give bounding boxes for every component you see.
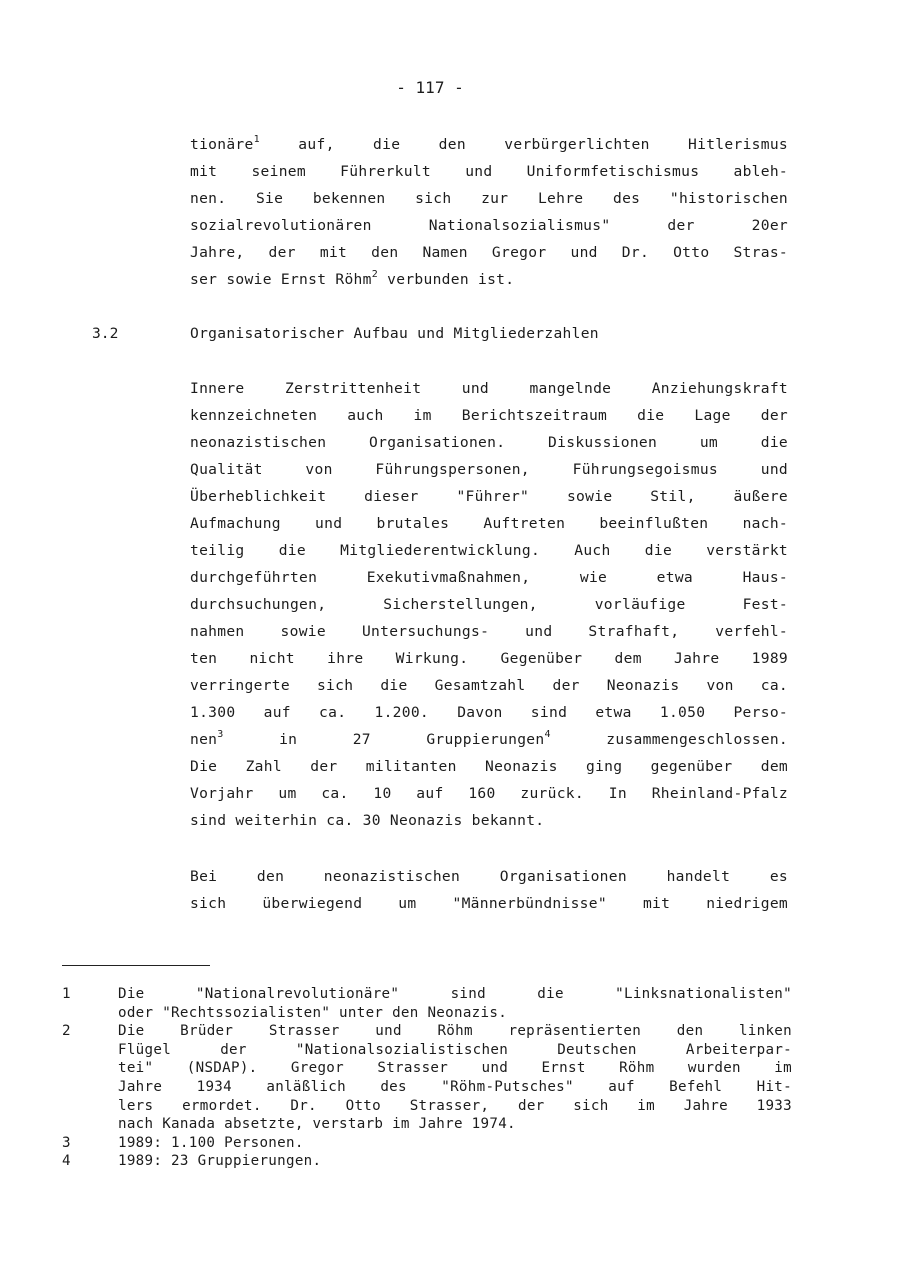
footnote-ref: 1 [253,134,260,145]
section-number: 3.2 [92,325,119,342]
text-line: nen$^3$ in 27 Gruppierungen$^4$ zusammengeschlossen. [190,729,788,748]
text-line: verringerte sich die Gesamtzahl der Neonazis von ca. [190,677,788,694]
footnote-mark: 3 [62,1134,71,1151]
footnotes [62,985,792,1171]
footnote-line: Die "Nationalrevolutionäre" sind die "Linksnationalisten" [118,986,792,1002]
footnote-divider [62,965,210,966]
footnote-line: Die Brüder Strasser und Röhm repräsentierten den linken [118,1023,792,1040]
footnote-line: lers ermordet. Dr. Otto Strasser, der sich im Jahre 1933 [118,1097,792,1114]
text-line: Qualität von Führungspersonen, Führungsegoismus und [190,461,788,478]
text-line: 1.300 auf ca. 1.200. Davon sind etwa 1.050 Perso- [190,704,788,721]
text-line: tionäre$^1$ auf, die den verbürgerlichten Hitlerismus [190,134,788,153]
footnote [62,1134,792,1153]
text-line: Die Zahl der militanten Neonazis ging gegenüber dem [190,758,788,775]
footnote-line: Flügel der "Nationalsozialistischen Deutschen Arbeiterpar- [118,1041,792,1058]
footnote-line: 1989: 23 Gruppierungen. [118,1153,322,1170]
footnote-line: tei" (NSDAP). Gregor Strasser und Ernst Röhm wurden im [118,1060,792,1077]
text-line: Innere Zerstrittenheit und mangelnde Anziehungskraft [190,380,788,397]
footnote [62,1022,792,1134]
page-number: - 117 - [396,78,464,97]
footnote-line: Jahre 1934 anläßlich des "Röhm-Putsches" auf Befehl Hit- [118,1078,792,1095]
text-line: durchsuchungen, Sicherstellungen, vorläufige Fest- [190,596,788,613]
footnote-line: nach Kanada absetzte, verstarb im Jahre 1974. [118,1116,516,1133]
text-line: kennzeichneten auch im Berichtszeitraum die Lage der [190,407,788,424]
text-line: ser sowie Ernst Röhm$^2$ verbunden ist. [190,269,515,288]
paragraph-last [190,863,788,917]
text-line: sozialrevolutionären Nationalsozialismus" der 20er [190,217,788,234]
footnote-mark: 2 [62,1023,71,1040]
footnote-ref: 2 [371,269,379,280]
paragraph-intro [190,131,788,293]
footnote-line: 1989: 1.100 Personen. [118,1134,304,1151]
text-line: Bei den neonazistischen Organisationen handelt es [190,868,788,885]
text-line: ten nicht ihre Wirkung. Gegenüber dem Jahre 1989 [190,650,788,667]
footnote-mark: 4 [62,1153,71,1170]
text-line: teilig die Mitgliederentwicklung. Auch die verstärkt [190,542,788,559]
footnote [62,1152,792,1171]
text-line: sich überwiegend um "Männerbündnisse" mit niedrigem [190,895,788,912]
text-line: mit seinem Führerkult und Uniformfetischismus ableh- [190,163,788,180]
paragraph-main [190,375,788,834]
text-line: Aufmachung und brutales Auftreten beeinflußten nach- [190,515,788,532]
footnote-mark: 1 [62,986,71,1002]
text-line: Jahre, der mit den Namen Gregor und Dr. Otto Stras- [190,244,788,261]
footnote-ref: 4 [544,729,551,740]
text-line: durchgeführten Exekutivmaßnahmen, wie etwa Haus- [190,569,788,586]
footnote-ref: 3 [217,729,224,740]
text-line: Überheblichkeit dieser "Führer" sowie Stil, äußere [190,488,788,505]
footnote-line: oder "Rechtssozialisten" unter den Neonazis. [118,1004,508,1021]
section-title: Organisatorischer Aufbau und Mitgliederzahlen [190,325,599,342]
text-line: neonazistischen Organisationen. Diskussionen um die [190,434,788,451]
text-line: sind weiterhin ca. 30 Neonazis bekannt. [190,812,545,829]
footnote [62,985,792,1022]
text-line: nahmen sowie Untersuchungs- und Strafhaft, verfehl- [190,623,788,640]
text-line: Vorjahr um ca. 10 auf 160 zurück. In Rheinland-Pfalz [190,785,788,802]
text-line: nen. Sie bekennen sich zur Lehre des "historischen [190,190,788,207]
